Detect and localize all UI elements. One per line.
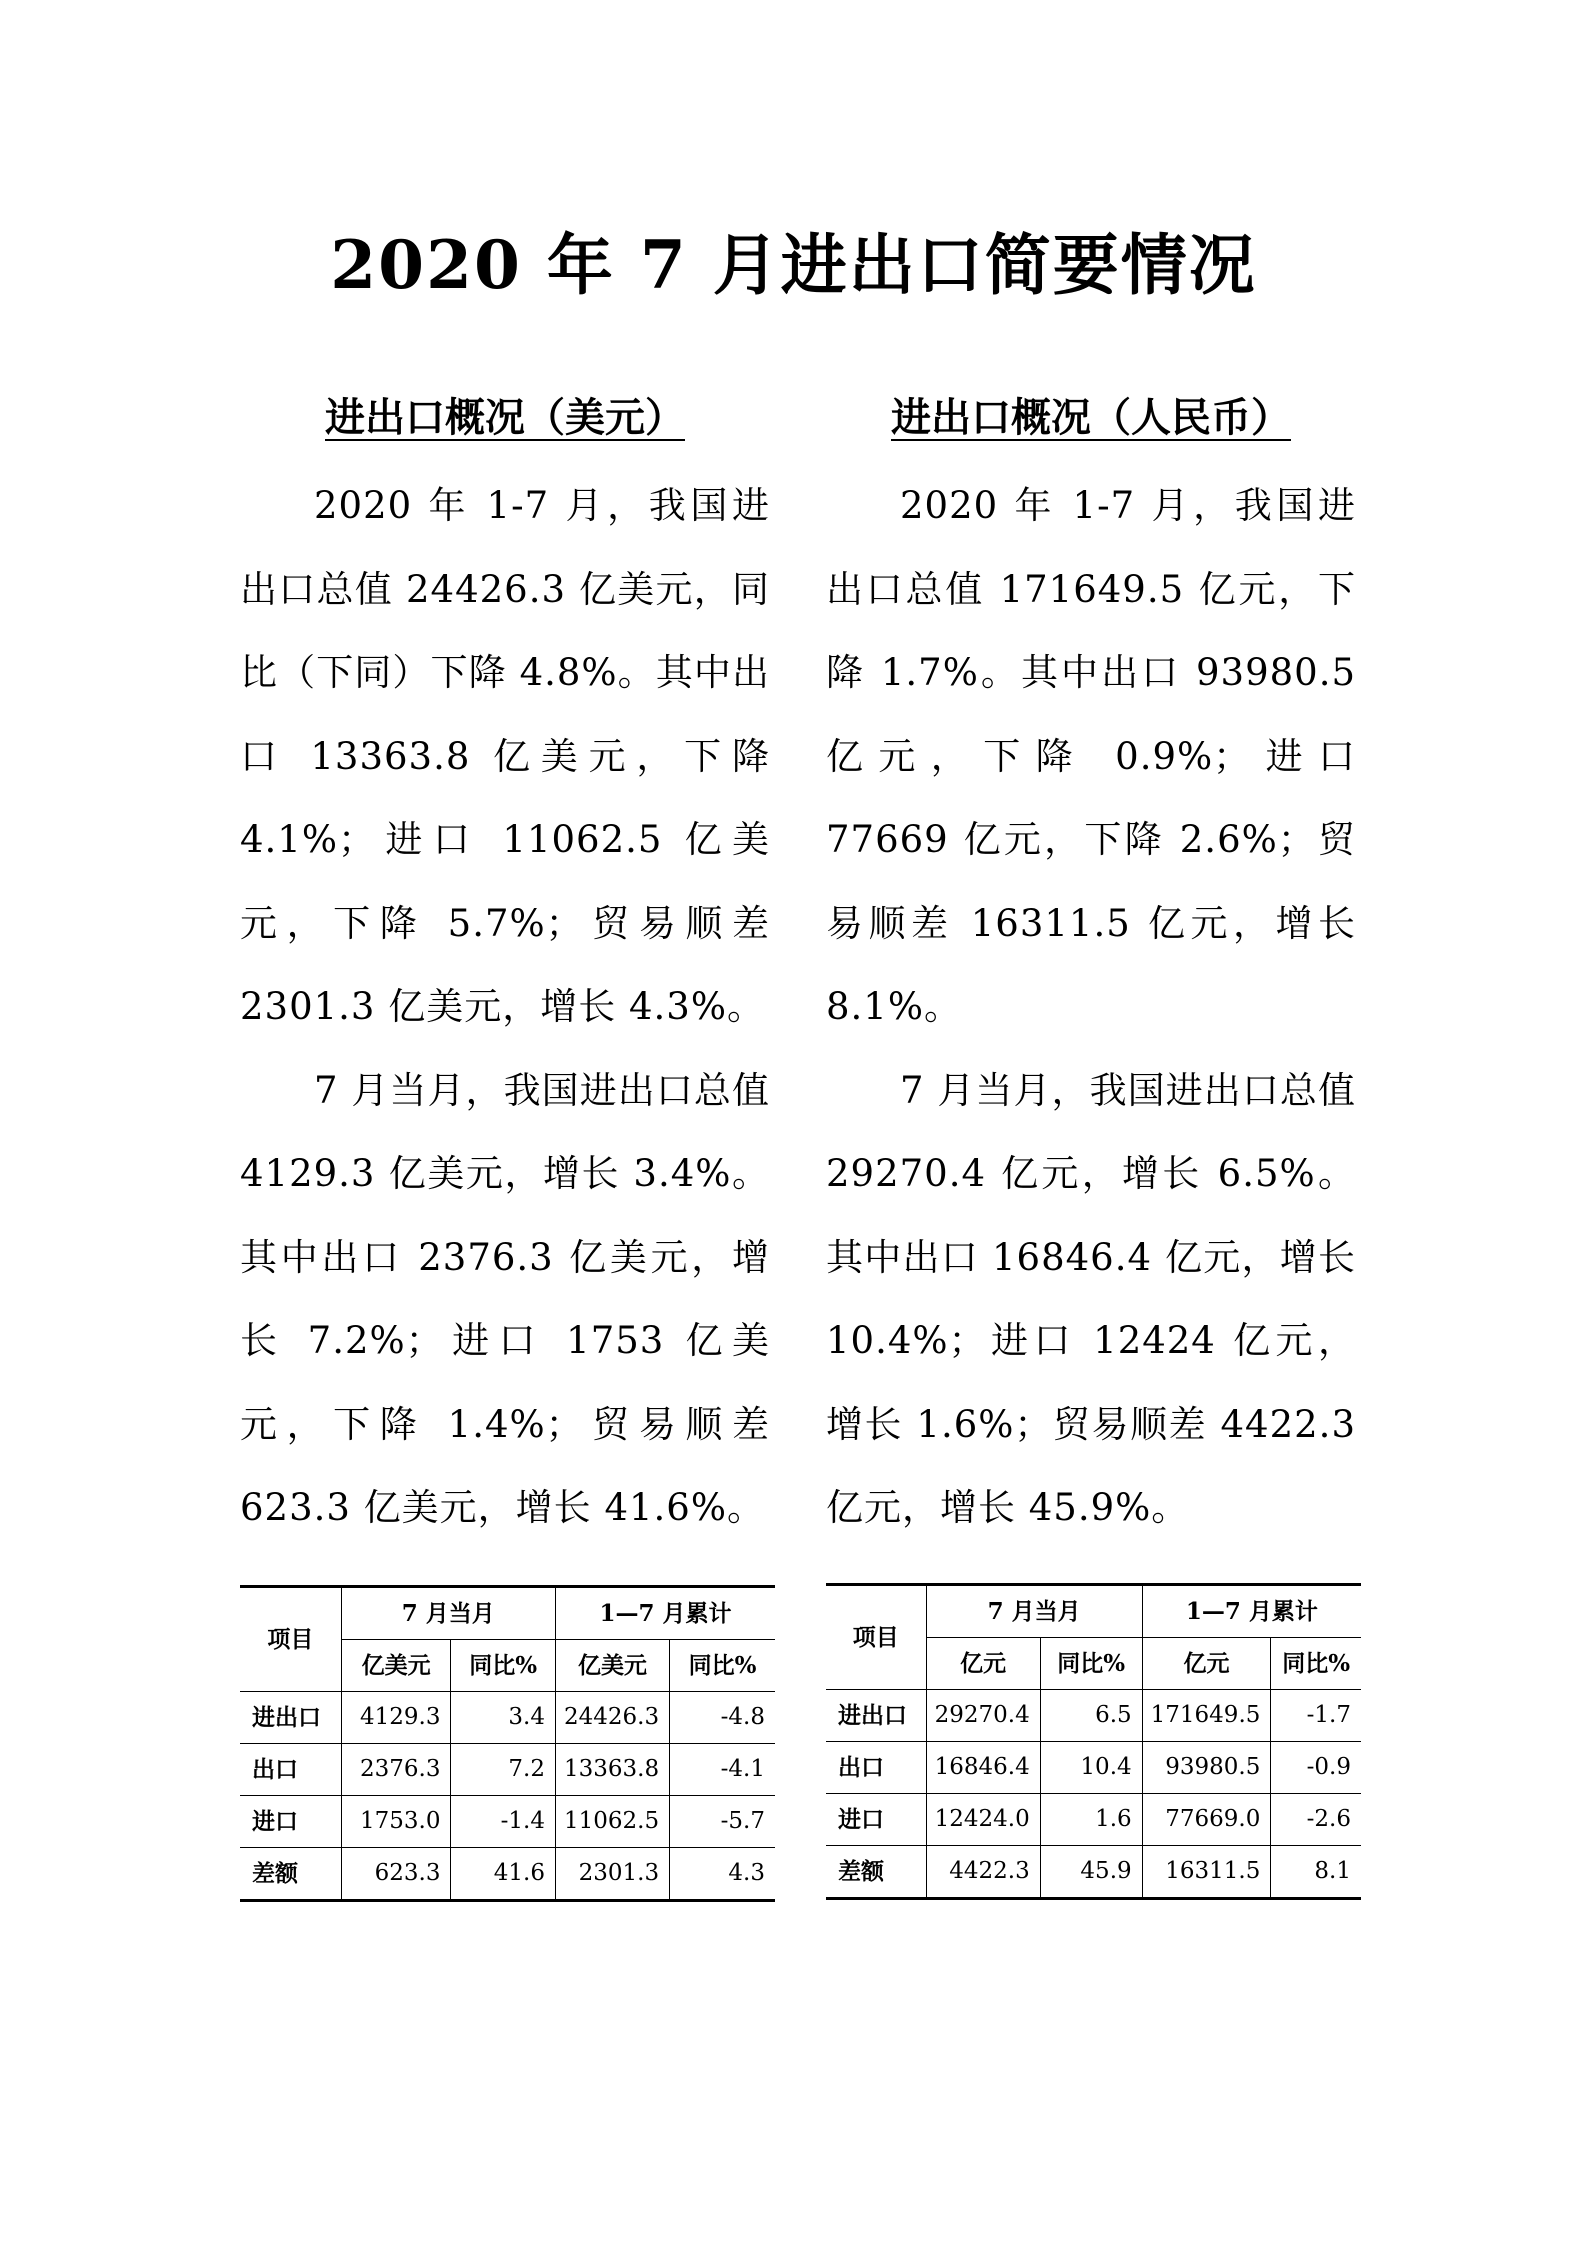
month-yoy: -1.4 <box>451 1796 555 1848</box>
cumulative-value: 13363.8 <box>555 1744 669 1796</box>
row-label: 出口 <box>240 1744 341 1796</box>
cumulative-value: 171649.5 <box>1142 1690 1271 1742</box>
month-value: 4129.3 <box>341 1692 451 1744</box>
rmb-paragraph-cumulative: 2020 年 1-7 月，我国进出口总值 171649.5 亿元，下降 1.7%。其中出口 93980.5 亿元，下降 0.9%；进口 77669 亿元，下降 2.6%；贸易顺差 16311.5 亿元，增长 8.1%。 <box>826 484 1356 1028</box>
table-row <box>826 1794 1361 1846</box>
unit-header: 亿元 <box>926 1638 1040 1690</box>
cumulative-value: 93980.5 <box>1142 1742 1271 1794</box>
rmb-paragraph-monthly: 7 月当月，我国进出口总值 29270.4 亿元，增长 6.5%。其中出口 16846.4 亿元，增长 10.4%；进口 12424 亿元，增长 1.6%；贸易顺差 4422.3 亿元，增长 45.9%。 <box>826 1068 1356 1529</box>
page-title: 2020 年 7 月进出口简要情况 <box>330 226 1257 304</box>
table-row <box>240 1848 775 1901</box>
row-label: 进口 <box>240 1796 341 1848</box>
month-value: 16846.4 <box>926 1742 1040 1794</box>
table-header-row <box>240 1587 775 1640</box>
table-row <box>826 1742 1361 1794</box>
cumulative-yoy: 8.1 <box>1271 1846 1361 1899</box>
month-yoy: 10.4 <box>1040 1742 1142 1794</box>
table-row <box>826 1846 1361 1899</box>
cumulative-yoy: -4.1 <box>670 1744 775 1796</box>
usd-paragraph-monthly: 7 月当月，我国进出口总值 4129.3 亿美元，增长 3.4%。其中出口 2376.3 亿美元，增长 7.2%；进口 1753 亿美元，下降 1.4%；贸易顺差 623.3 亿美元，增长 41.6%。 <box>240 1068 770 1529</box>
month-value: 12424.0 <box>926 1794 1040 1846</box>
usd-section-heading <box>240 390 770 446</box>
cumulative-value: 77669.0 <box>1142 1794 1271 1846</box>
month-group-header: 7 月当月 <box>341 1587 555 1640</box>
cumulative-yoy: -4.8 <box>670 1692 775 1744</box>
cumulative-yoy: -5.7 <box>670 1796 775 1848</box>
rmb-overview-section <box>826 390 1356 1550</box>
yoy-header: 同比% <box>670 1640 775 1692</box>
rmb-section-heading <box>826 390 1356 446</box>
month-yoy: 1.6 <box>1040 1794 1142 1846</box>
table-header-row <box>826 1585 1361 1638</box>
cumulative-yoy: -1.7 <box>1271 1690 1361 1742</box>
table-row <box>240 1692 775 1744</box>
cumulative-yoy: -2.6 <box>1271 1794 1361 1846</box>
table-row <box>240 1796 775 1848</box>
unit-header: 亿美元 <box>341 1640 451 1692</box>
month-value: 2376.3 <box>341 1744 451 1796</box>
row-label: 进出口 <box>826 1690 926 1742</box>
item-header: 项目 <box>826 1585 926 1690</box>
month-yoy: 41.6 <box>451 1848 555 1901</box>
month-yoy: 6.5 <box>1040 1690 1142 1742</box>
cumulative-value: 2301.3 <box>555 1848 669 1901</box>
usd-heading-text: 进出口概况（美元） <box>325 394 685 441</box>
table-row <box>826 1690 1361 1742</box>
unit-header: 亿美元 <box>555 1640 669 1692</box>
month-value: 1753.0 <box>341 1796 451 1848</box>
row-label: 进出口 <box>240 1692 341 1744</box>
cumulative-value: 24426.3 <box>555 1692 669 1744</box>
month-yoy: 3.4 <box>451 1692 555 1744</box>
cumulative-value: 11062.5 <box>555 1796 669 1848</box>
rmb-summary-table <box>826 1583 1361 1900</box>
cumulative-yoy: 4.3 <box>670 1848 775 1901</box>
usd-paragraph-cumulative: 2020 年 1-7 月，我国进出口总值 24426.3 亿美元，同比（下同）下降 4.8%。其中出口 13363.8 亿美元，下降 4.1%；进口 11062.5 亿美元，下降 5.7%；贸易顺差 2301.3 亿美元，增长 4.3%。 <box>240 484 770 1028</box>
usd-summary-table <box>240 1585 775 1902</box>
cumulative-value: 16311.5 <box>1142 1846 1271 1899</box>
cumulative-group-header: 1—7 月累计 <box>555 1587 775 1640</box>
rmb-heading-text: 进出口概况（人民币） <box>891 394 1291 441</box>
usd-overview-section <box>240 390 770 1550</box>
unit-header: 亿元 <box>1142 1638 1271 1690</box>
item-header: 项目 <box>240 1587 341 1692</box>
yoy-header: 同比% <box>1040 1638 1142 1690</box>
month-group-header: 7 月当月 <box>926 1585 1142 1638</box>
month-yoy: 45.9 <box>1040 1846 1142 1899</box>
yoy-header: 同比% <box>1271 1638 1361 1690</box>
cumulative-group-header: 1—7 月累计 <box>1142 1585 1361 1638</box>
table-row <box>240 1744 775 1796</box>
month-value: 623.3 <box>341 1848 451 1901</box>
row-label: 进口 <box>826 1794 926 1846</box>
cumulative-yoy: -0.9 <box>1271 1742 1361 1794</box>
row-label: 出口 <box>826 1742 926 1794</box>
month-yoy: 7.2 <box>451 1744 555 1796</box>
row-label: 差额 <box>826 1846 926 1899</box>
row-label: 差额 <box>240 1848 341 1901</box>
month-value: 29270.4 <box>926 1690 1040 1742</box>
month-value: 4422.3 <box>926 1846 1040 1899</box>
yoy-header: 同比% <box>451 1640 555 1692</box>
